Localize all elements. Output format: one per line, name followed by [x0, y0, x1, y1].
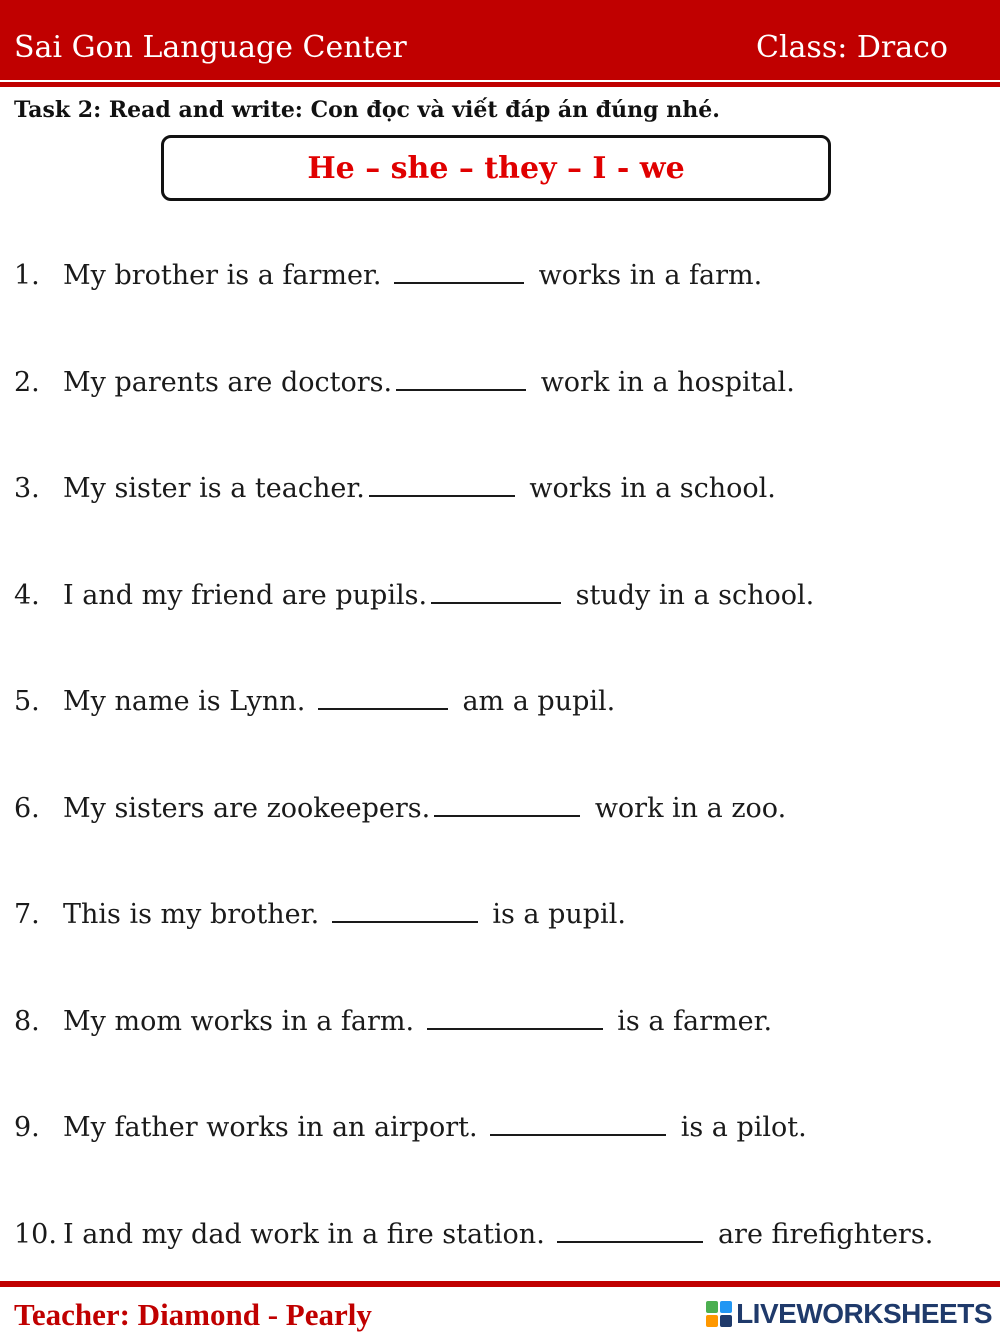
question-number: 8. [14, 1006, 40, 1037]
question-number: 10. [14, 1219, 57, 1250]
question-7 [14, 895, 626, 935]
question-text-after: study in a school. [567, 580, 815, 611]
question-text-before: I and my friend are pupils. [63, 580, 428, 611]
answer-blank-1[interactable] [394, 258, 524, 284]
question-4 [14, 576, 814, 616]
answer-blank-4[interactable] [431, 578, 561, 604]
question-text-after: is a pupil. [483, 899, 626, 930]
word-bank-text: He – she – they – I - we [307, 150, 685, 186]
question-number: 2. [14, 367, 40, 398]
question-text-after: are firefighters. [709, 1219, 934, 1250]
answer-blank-7[interactable] [332, 897, 478, 923]
question-3 [14, 469, 776, 509]
question-text-after: work in a hospital. [532, 367, 795, 398]
question-number: 6. [14, 793, 40, 824]
question-6 [14, 789, 786, 829]
question-number: 3. [14, 473, 40, 504]
answer-blank-3[interactable] [369, 471, 515, 497]
header-divider [0, 82, 1000, 87]
question-text-before: This is my brother. [63, 899, 328, 930]
answer-blank-8[interactable] [427, 1004, 603, 1030]
footer-divider [0, 1281, 1000, 1287]
answer-blank-10[interactable] [557, 1217, 703, 1243]
question-text-before: My sister is a teacher. [63, 473, 365, 504]
question-10 [14, 1215, 933, 1255]
question-number: 4. [14, 580, 40, 611]
question-text-before: I and my dad work in a fire station. [63, 1219, 554, 1250]
question-text-after: is a pilot. [672, 1112, 807, 1143]
teacher-credit: Teacher: Diamond - Pearly [14, 1297, 372, 1332]
question-text-before: My parents are doctors. [63, 367, 393, 398]
question-text-before: My father works in an airport. [63, 1112, 487, 1143]
task-instruction: Task 2: Read and write: Con đọc và viết đáp án đúng nhé. [14, 97, 720, 123]
answer-blank-2[interactable] [396, 365, 526, 391]
question-1 [14, 256, 762, 296]
question-number: 5. [14, 686, 40, 717]
brand-name: LIVEWORKSHEETS [736, 1298, 992, 1329]
question-text-before: My sisters are zookeepers. [63, 793, 431, 824]
liveworksheets-logo-icon [706, 1301, 732, 1327]
center-name: Sai Gon Language Center [14, 30, 407, 65]
question-5 [14, 682, 615, 722]
question-number: 9. [14, 1112, 40, 1143]
question-text-after: is a farmer. [608, 1006, 773, 1037]
question-text-after: works in a farm. [530, 260, 763, 291]
liveworksheets-brand[interactable] [706, 1298, 992, 1330]
question-8 [14, 1002, 772, 1042]
question-number: 7. [14, 899, 40, 930]
answer-blank-9[interactable] [490, 1110, 666, 1136]
question-number: 1. [14, 260, 40, 291]
question-9 [14, 1108, 807, 1148]
question-text-before: My brother is a farmer. [63, 260, 391, 291]
question-text-after: work in a zoo. [586, 793, 787, 824]
question-text-after: am a pupil. [453, 686, 616, 717]
question-text-before: My mom works in a farm. [63, 1006, 423, 1037]
question-text-before: My name is Lynn. [63, 686, 314, 717]
question-2 [14, 363, 795, 403]
class-label: Class: Draco [755, 30, 948, 65]
answer-blank-6[interactable] [434, 791, 580, 817]
answer-blank-5[interactable] [318, 684, 448, 710]
question-text-after: works in a school. [520, 473, 776, 504]
word-bank-box [161, 135, 831, 201]
